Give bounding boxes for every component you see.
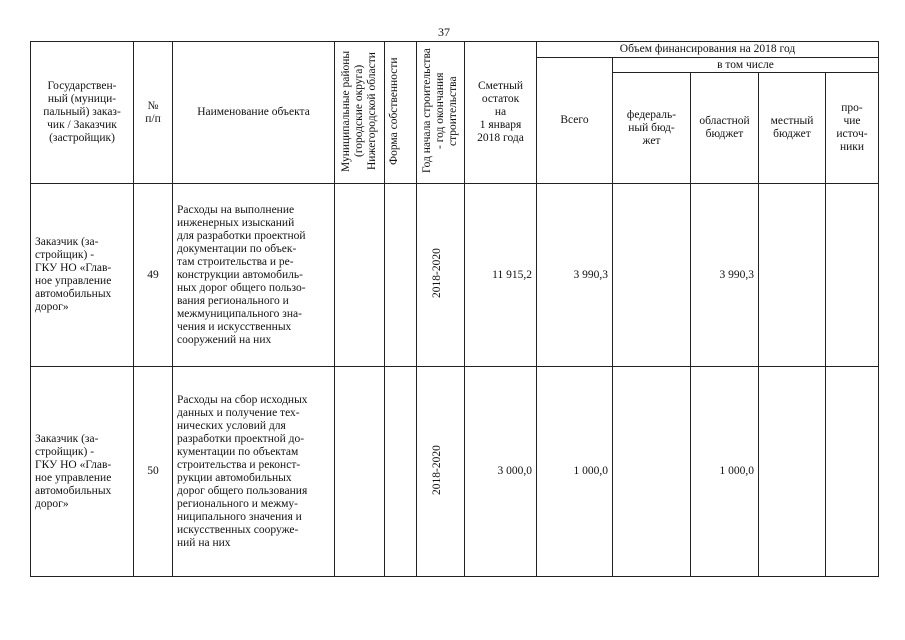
financing-table	[30, 41, 879, 577]
cell-total: 1 000,0	[537, 367, 613, 577]
header-local: местный бюджет	[759, 73, 826, 184]
header-federal: федераль- ный бюд- жет	[613, 73, 691, 184]
header-number: № п/п	[134, 42, 173, 184]
cell-ownership-form	[385, 367, 417, 577]
cell-estimated-balance: 3 000,0	[465, 367, 537, 577]
cell-regional: 3 990,3	[691, 184, 759, 367]
cell-number: 49	[134, 184, 173, 367]
header-financing-group: Объем финансирования на 2018 год	[537, 42, 879, 58]
header-regional: областной бюджет	[691, 73, 759, 184]
cell-customer: Заказчик (за- стройщик) - ГКУ НО «Глав- ное управление автомобильных дорог»	[31, 367, 134, 577]
cell-customer: Заказчик (за- стройщик) - ГКУ НО «Глав- ное управление автомобильных дорог»	[31, 184, 134, 367]
header-including: в том числе	[613, 58, 879, 73]
cell-construction-years: 2018-2020	[417, 367, 465, 577]
cell-municipal-districts	[335, 184, 385, 367]
cell-number: 50	[134, 367, 173, 577]
cell-regional: 1 000,0	[691, 367, 759, 577]
table-row	[31, 367, 879, 577]
header-object-name: Наименование объекта	[173, 42, 335, 184]
header-customer: Государствен- ный (муници- пальный) заказ- чик / Заказчик (застройщик)	[31, 42, 134, 184]
cell-local	[759, 184, 826, 367]
cell-federal	[613, 367, 691, 577]
cell-other	[826, 367, 879, 577]
header-other: про- чие источ- ники	[826, 73, 879, 184]
header-municipal-districts: Муниципальные районы (городские округа) Нижегородской области	[335, 42, 385, 184]
cell-ownership-form	[385, 184, 417, 367]
cell-other	[826, 184, 879, 367]
header-construction-years: Год начала строительства - год окончания строительства	[417, 42, 465, 184]
cell-local	[759, 367, 826, 577]
cell-object-name: Расходы на выполнение инженерных изысканий для разработки проектной документации по объек- там строительства и ре- конструкции автомобиль- ных дорог общего пользо- вания регионального и межмуниципального зна- чения и искусственных сооружений на них	[173, 184, 335, 367]
cell-total: 3 990,3	[537, 184, 613, 367]
header-total: Всего	[537, 58, 613, 184]
table-row	[31, 184, 879, 367]
header-ownership-form: Форма собственности	[385, 42, 417, 184]
cell-estimated-balance: 11 915,2	[465, 184, 537, 367]
header-estimated-balance: Сметный остаток на 1 января 2018 года	[465, 42, 537, 184]
cell-object-name: Расходы на сбор исходных данных и получение тех- нических условий для разработки проектной до- кументации по объектам строительства и реконст- рукции автомобильных дорог общего пользования регионального и межму- ниципального значения и искусственных сооруже- ний на них	[173, 367, 335, 577]
cell-construction-years: 2018-2020	[417, 184, 465, 367]
cell-federal	[613, 184, 691, 367]
page-number: 37	[438, 25, 450, 39]
cell-municipal-districts	[335, 367, 385, 577]
